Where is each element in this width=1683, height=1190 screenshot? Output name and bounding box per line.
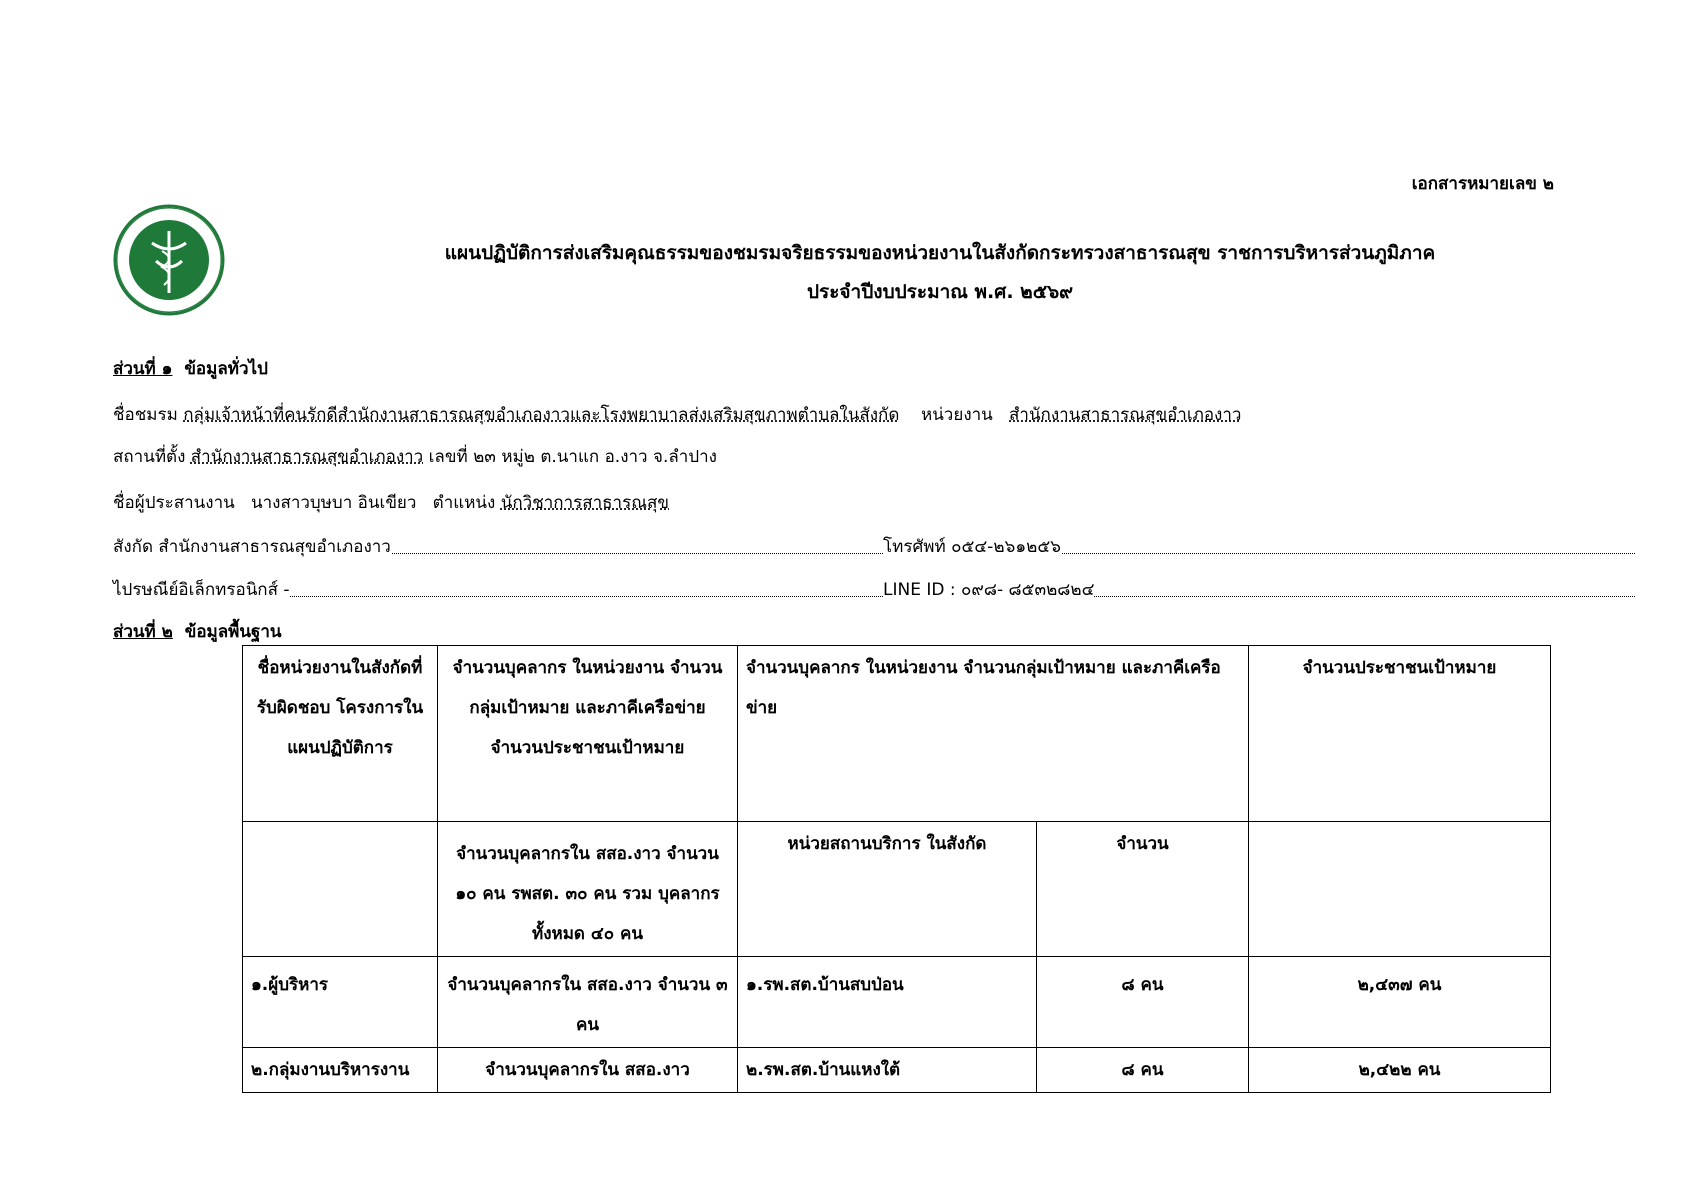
- location-address: เลขที่ ๒๓ หมู่๒ ต.นาแก อ.งาว จ.ลำปาง: [428, 447, 717, 467]
- coordinator-value: นางสาวบุษบา อินเขียว: [251, 493, 417, 513]
- affiliation-label: สังกัด: [113, 537, 154, 557]
- title-line-1: แผนปฏิบัติการส่งเสริมคุณธรรมของชมรมจริยธรรมของหน่วยงานในสังกัดกระทรวงสาธารณสุข ราชการบริหารส่วนภูมิภาค: [444, 242, 1436, 264]
- email-value: -: [283, 580, 290, 600]
- affiliation-row: [113, 533, 391, 560]
- row-unit: ๑.ผู้บริหาร: [243, 957, 438, 1048]
- club-row: [113, 401, 1241, 428]
- coordinator-label: ชื่อผู้ประสานงาน: [113, 493, 235, 513]
- position-label: ตำแหน่ง: [432, 493, 496, 513]
- email-dotline: [113, 596, 1635, 597]
- table-row: [243, 1048, 1551, 1093]
- club-label: ชื่อชมรม: [113, 405, 178, 425]
- line-id-row: [883, 576, 1094, 603]
- affiliation-value: สำนักงานสาธารณสุขอำเภองาว: [158, 537, 391, 557]
- document-number: เอกสารหมายเลข ๒: [1411, 174, 1554, 194]
- part2-title: ข้อมูลพื้นฐาน: [184, 622, 282, 642]
- phone-label: โทรศัพท์: [883, 537, 946, 557]
- header-staff-targets: จำนวนบุคลากร ในหน่วยงาน จำนวนกลุ่มเป้าหมาย และภาคีเครือข่าย จำนวนประชาชนเป้าหมาย: [438, 646, 738, 822]
- subheader-service-units: หน่วยสถานบริการ ในสังกัด: [738, 822, 1037, 957]
- row-population: ๒,๔๓๗ คน: [1249, 957, 1551, 1048]
- subheader-count: จำนวน: [1037, 822, 1249, 957]
- line-id-label: LINE ID :: [883, 580, 956, 600]
- row-facility: ๑.รพ.สต.บ้านสบป่อน: [738, 957, 1037, 1048]
- unit-label: หน่วยงาน: [920, 405, 993, 425]
- table-row: [243, 957, 1551, 1048]
- table-subheader-row: [243, 822, 1551, 957]
- part1-heading: [113, 355, 268, 382]
- row-staff: จำนวนบุคลากรใน สสอ.งาว จำนวน ๓ คน: [438, 957, 738, 1048]
- subheader-staff: จำนวนบุคลากรใน สสอ.งาว จำนวน ๑๐ คน รพสต. ๓๐ คน รวม บุคลากร ทั้งหมด ๔๐ คน: [438, 822, 738, 957]
- part1-number: ส่วนที่ ๑: [113, 359, 173, 379]
- part2-heading: [113, 618, 282, 645]
- club-value: กลุ่มเจ้าหน้าที่คนรักดีสำนักงานสาธารณสุขอำเภองาวและโรงพยาบาลส่งเสริมสุขภาพตำบลในสังกัด: [183, 405, 900, 425]
- part2-number: ส่วนที่ ๒: [113, 622, 173, 642]
- row-count: ๘ คน: [1037, 957, 1249, 1048]
- header-unit: ชื่อหน่วยงานในสังกัดที่รับผิดชอบ โครงการในแผนปฏิบัติการ: [243, 646, 438, 822]
- part1-title: ข้อมูลทั่วไป: [184, 359, 268, 379]
- basic-info-table: [242, 645, 1551, 1093]
- coordinator-row: [113, 489, 669, 516]
- row-population: ๒,๔๒๒ คน: [1249, 1048, 1551, 1093]
- row-count: ๘ คน: [1037, 1048, 1249, 1093]
- email-label: ไปรษณีย์อิเล็กทรอนิกส์: [113, 580, 278, 600]
- title-line-2: ประจำปีงบประมาณ พ.ศ. ๒๕๖๙: [806, 281, 1074, 303]
- location-row: [113, 443, 717, 470]
- unit-value: สำนักงานสาธารณสุขอำเภองาว: [1009, 405, 1242, 425]
- header-population: จำนวนประชาชนเป้าหมาย: [1249, 646, 1551, 822]
- location-label: สถานที่ตั้ง: [113, 447, 186, 467]
- row-facility: ๒.รพ.สต.บ้านแหงใต้: [738, 1048, 1037, 1093]
- table-header-row: [243, 646, 1551, 822]
- line-id-value: ๐๙๘- ๘๕๓๒๘๒๔: [961, 580, 1095, 600]
- header-staff-network: จำนวนบุคลากร ในหน่วยงาน จำนวนกลุ่มเป้าหมาย และภาคีเครือข่าย: [738, 646, 1249, 822]
- row-unit: ๒.กลุ่มงานบริหารงาน: [243, 1048, 438, 1093]
- email-row: [113, 576, 290, 603]
- position-value: นักวิชาการสาธารณสุข: [500, 493, 670, 513]
- row-staff: จำนวนบุคลากรใน สสอ.งาว: [438, 1048, 738, 1093]
- phone-row: [883, 533, 1061, 560]
- phone-value: ๐๕๔-๒๖๑๒๕๖: [951, 537, 1061, 557]
- location-value: สำนักงานสาธารณสุขอำเภองาว: [190, 447, 424, 467]
